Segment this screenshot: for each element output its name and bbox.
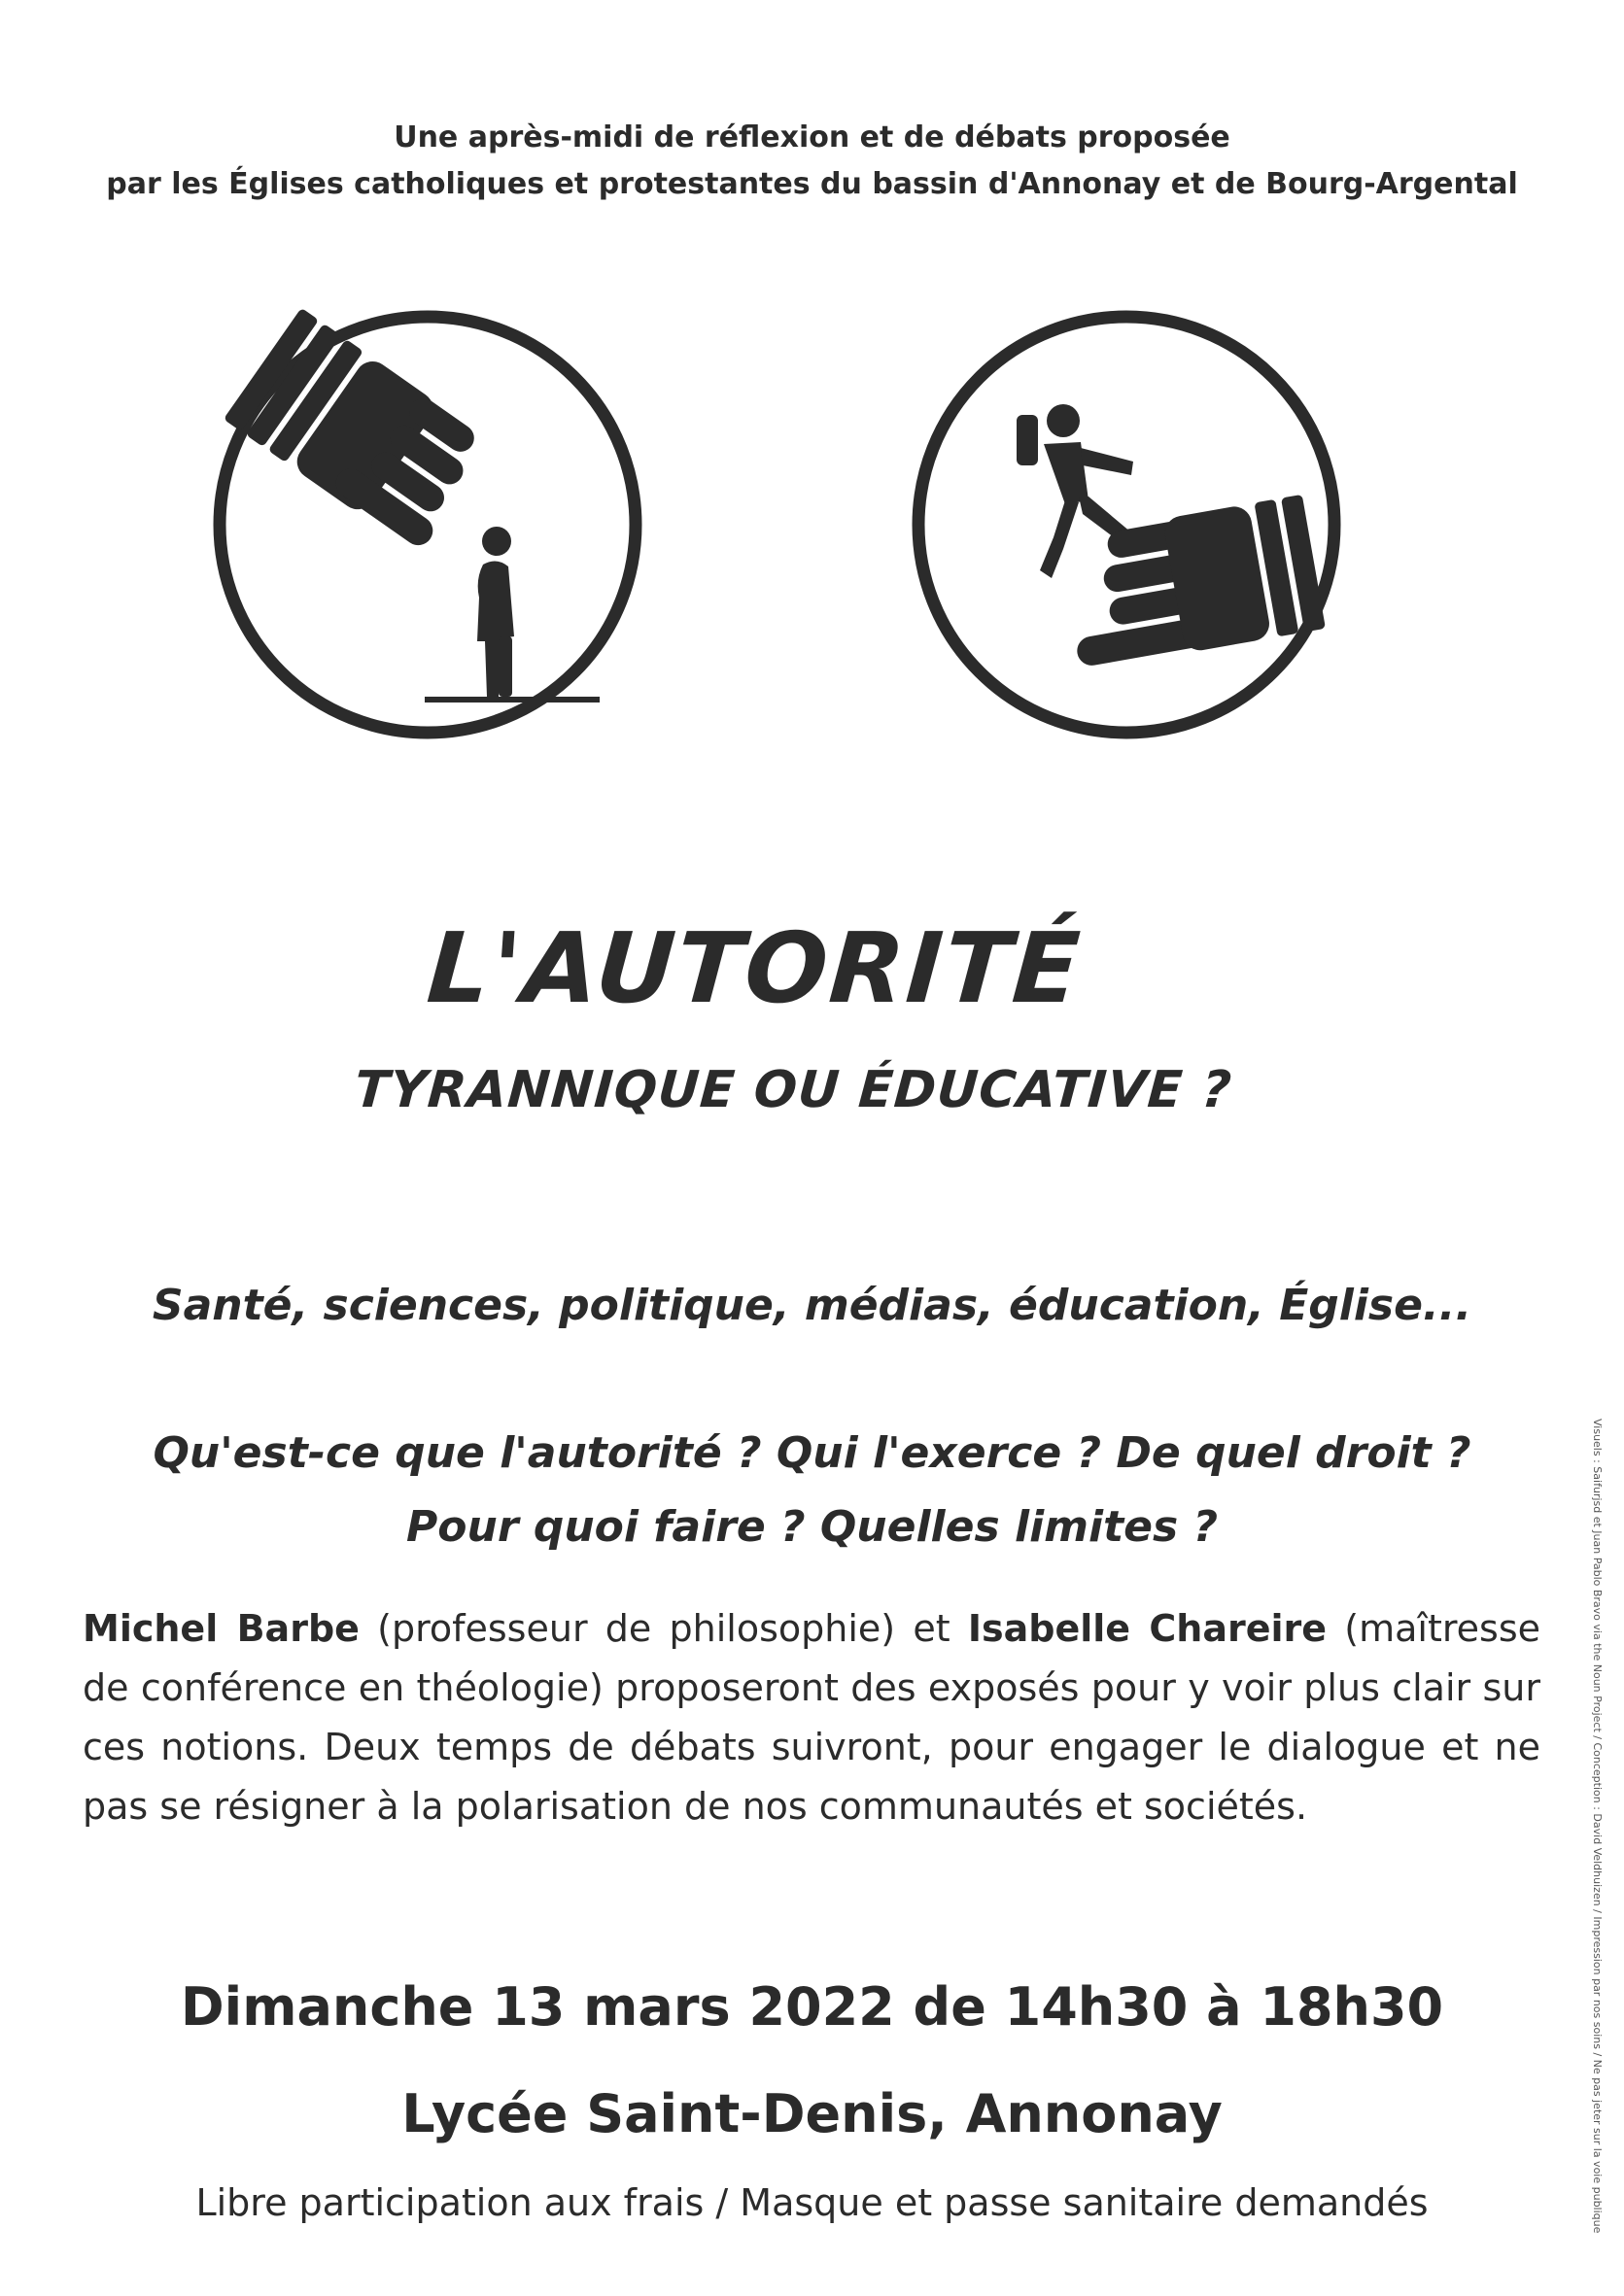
fist-crushing-person-icon [209,306,646,743]
questions-block [0,1417,1624,1564]
event-place: Lycée Saint-Denis, Annonay [401,2083,1223,2144]
person-kicking-fist-icon [908,306,1345,743]
event-info: Libre participation aux frais / Masque et passe sanitaire demandés [195,2181,1429,2224]
questions-line-2: Pour quoi faire ? Quelles limites ? [406,1502,1218,1552]
header-line-1: Une après-midi de réflexion et de débats proposée [394,120,1230,154]
questions-line-1: Qu'est-ce que l'autorité ? Qui l'exerce ? De quel droit ? [153,1428,1471,1478]
event-date: Dimanche 13 mars 2022 de 14h30 à 18h30 [180,1976,1444,2038]
speaker-1-role: (professeur de philosophie) et [359,1607,968,1650]
poster-title: L'AUTORITÉ [423,911,1086,1025]
poster-subtitle: TYRANNIQUE OU ÉDUCATIVE ? [352,1061,1234,1119]
organizer-header [0,115,1624,208]
description-rest: (maîtresse de conférence en théologie) proposeront des exposés pour y voir plus clair sur ces notions. Deux temps de débats suivront, pour engager le dialogue et ne pas se résigner à la polarisation de nos communautés et sociétés. [83,1607,1541,1828]
speaker-name-2: Isabelle Chareire [967,1607,1328,1650]
topics-line: Santé, sciences, politique, médias, éducation, Église... [152,1281,1472,1330]
speaker-name-1: Michel Barbe [83,1607,360,1650]
description-paragraph [83,1599,1540,1836]
header-line-2: par les Églises catholiques et protestantes du bassin d'Annonay et de Bourg-Argental [106,167,1518,201]
credits-vertical-text: Visuels : Saifurjsd et Juan Pablo Bravo via the Noun Project / Conception : David Veldhuizen / Impression par nos soins / Ne pas jeter sur la voie publique [1591,1419,1604,2234]
